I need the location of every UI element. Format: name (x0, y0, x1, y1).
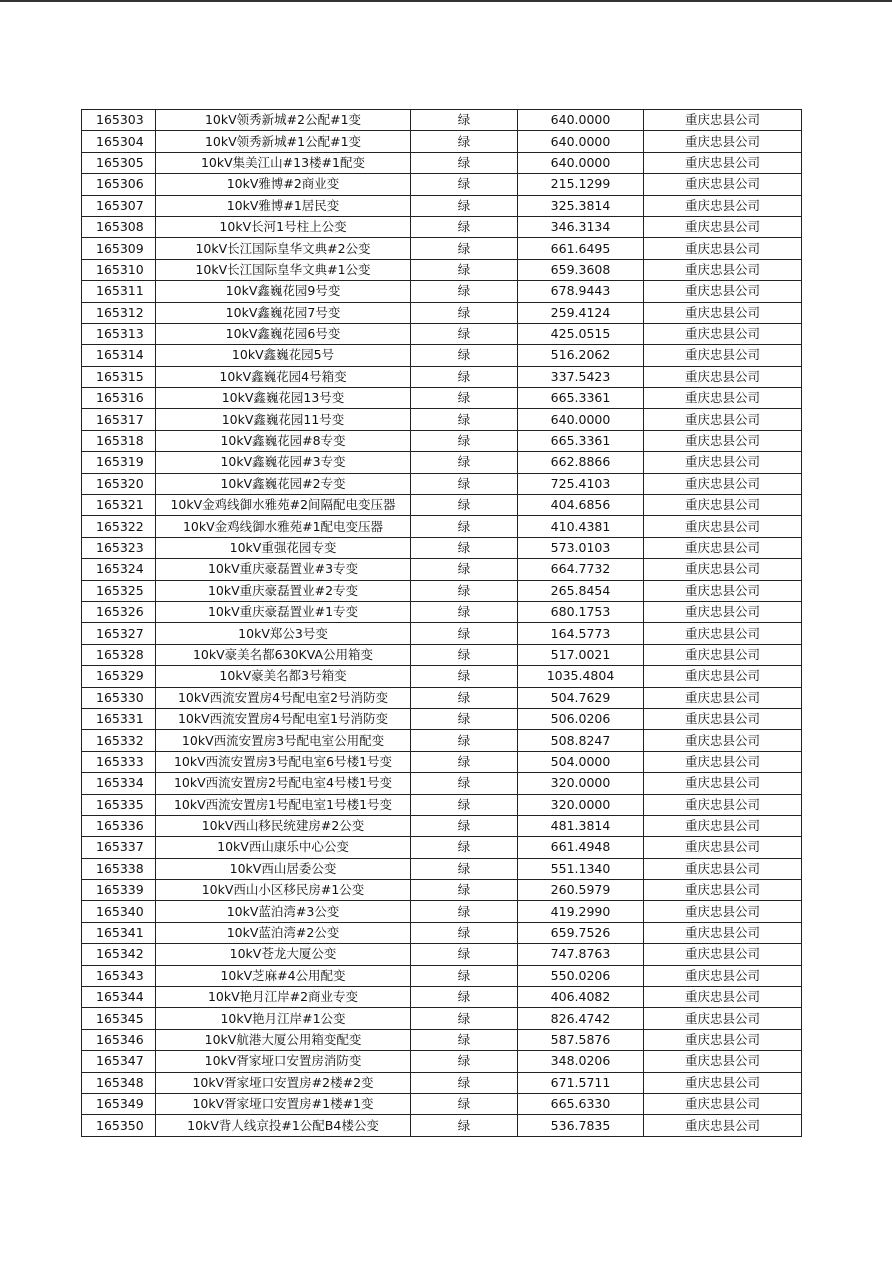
table-row (82, 388, 802, 409)
row-id: 165319 (82, 452, 156, 473)
status-color: 绿 (411, 216, 518, 237)
company-name: 重庆忠县公司 (644, 281, 802, 302)
company-name: 重庆忠县公司 (644, 152, 802, 173)
row-id: 165342 (82, 944, 156, 965)
company-name: 重庆忠县公司 (644, 1029, 802, 1050)
capacity-value: 508.8247 (518, 730, 644, 751)
transformer-name: 10kV鑫巍花园#3专变 (156, 452, 411, 473)
company-name: 重庆忠县公司 (644, 131, 802, 152)
table-row (82, 708, 802, 729)
status-color: 绿 (411, 794, 518, 815)
row-id: 165315 (82, 366, 156, 387)
status-color: 绿 (411, 152, 518, 173)
status-color: 绿 (411, 238, 518, 259)
capacity-value: 678.9443 (518, 281, 644, 302)
row-id: 165330 (82, 687, 156, 708)
status-color: 绿 (411, 1029, 518, 1050)
transformer-name: 10kV领秀新城#1公配#1变 (156, 131, 411, 152)
row-id: 165310 (82, 259, 156, 280)
row-id: 165317 (82, 409, 156, 430)
capacity-value: 346.3134 (518, 216, 644, 237)
status-color: 绿 (411, 965, 518, 986)
capacity-value: 504.0000 (518, 751, 644, 772)
company-name: 重庆忠县公司 (644, 773, 802, 794)
status-color: 绿 (411, 430, 518, 451)
table-row (82, 110, 802, 131)
status-color: 绿 (411, 1072, 518, 1093)
capacity-value: 640.0000 (518, 110, 644, 131)
row-id: 165304 (82, 131, 156, 152)
capacity-value: 671.5711 (518, 1072, 644, 1093)
company-name: 重庆忠县公司 (644, 601, 802, 622)
transformer-name: 10kV长河1号柱上公变 (156, 216, 411, 237)
transformer-name: 10kV领秀新城#2公配#1变 (156, 110, 411, 131)
row-id: 165335 (82, 794, 156, 815)
table-row (82, 1072, 802, 1093)
status-color: 绿 (411, 1115, 518, 1136)
row-id: 165349 (82, 1093, 156, 1114)
transformer-name: 10kV长江国际皇华文典#1公变 (156, 259, 411, 280)
capacity-value: 337.5423 (518, 366, 644, 387)
table-row (82, 922, 802, 943)
transformer-name: 10kV金鸡线御水雅苑#2间隔配电变压器 (156, 495, 411, 516)
row-id: 165340 (82, 901, 156, 922)
company-name: 重庆忠县公司 (644, 922, 802, 943)
capacity-value: 215.1299 (518, 174, 644, 195)
company-name: 重庆忠县公司 (644, 687, 802, 708)
row-id: 165308 (82, 216, 156, 237)
transformer-name: 10kV西流安置房3号配电室6号楼1号变 (156, 751, 411, 772)
transformer-name: 10kV豪美名都3号箱变 (156, 666, 411, 687)
transformer-name: 10kV芝麻#4公用配变 (156, 965, 411, 986)
table-row (82, 152, 802, 173)
capacity-value: 826.4742 (518, 1008, 644, 1029)
capacity-value: 665.3361 (518, 388, 644, 409)
capacity-value: 259.4124 (518, 302, 644, 323)
table-row (82, 730, 802, 751)
table-row (82, 1008, 802, 1029)
status-color: 绿 (411, 131, 518, 152)
row-id: 165314 (82, 345, 156, 366)
table-row (82, 495, 802, 516)
capacity-value: 320.0000 (518, 773, 644, 794)
status-color: 绿 (411, 708, 518, 729)
capacity-value: 506.0206 (518, 708, 644, 729)
capacity-value: 536.7835 (518, 1115, 644, 1136)
status-color: 绿 (411, 987, 518, 1008)
transformer-name: 10kV鑫巍花园7号变 (156, 302, 411, 323)
table-row (82, 837, 802, 858)
company-name: 重庆忠县公司 (644, 430, 802, 451)
table-row (82, 473, 802, 494)
transformer-name: 10kV重庆豪磊置业#1专变 (156, 601, 411, 622)
company-name: 重庆忠县公司 (644, 345, 802, 366)
status-color: 绿 (411, 366, 518, 387)
status-color: 绿 (411, 730, 518, 751)
status-color: 绿 (411, 815, 518, 836)
capacity-value: 661.4948 (518, 837, 644, 858)
company-name: 重庆忠县公司 (644, 580, 802, 601)
transformer-name: 10kV鑫巍花园#2专变 (156, 473, 411, 494)
company-name: 重庆忠县公司 (644, 644, 802, 665)
row-id: 165346 (82, 1029, 156, 1050)
status-color: 绿 (411, 323, 518, 344)
company-name: 重庆忠县公司 (644, 708, 802, 729)
capacity-value: 587.5876 (518, 1029, 644, 1050)
capacity-value: 659.7526 (518, 922, 644, 943)
company-name: 重庆忠县公司 (644, 837, 802, 858)
table-row (82, 751, 802, 772)
capacity-value: 406.4082 (518, 987, 644, 1008)
table-row (82, 430, 802, 451)
status-color: 绿 (411, 666, 518, 687)
row-id: 165311 (82, 281, 156, 302)
company-name: 重庆忠县公司 (644, 302, 802, 323)
capacity-value: 410.4381 (518, 516, 644, 537)
row-id: 165343 (82, 965, 156, 986)
table-row (82, 216, 802, 237)
status-color: 绿 (411, 345, 518, 366)
transformer-name: 10kV郑公3号变 (156, 623, 411, 644)
company-name: 重庆忠县公司 (644, 238, 802, 259)
company-name: 重庆忠县公司 (644, 409, 802, 430)
company-name: 重庆忠县公司 (644, 323, 802, 344)
transformer-name: 10kV鑫巍花园#8专变 (156, 430, 411, 451)
company-name: 重庆忠县公司 (644, 1072, 802, 1093)
company-name: 重庆忠县公司 (644, 388, 802, 409)
row-id: 165309 (82, 238, 156, 259)
company-name: 重庆忠县公司 (644, 452, 802, 473)
status-color: 绿 (411, 495, 518, 516)
transformer-name: 10kV长江国际皇华文典#2公变 (156, 238, 411, 259)
capacity-value: 348.0206 (518, 1051, 644, 1072)
table-row (82, 901, 802, 922)
capacity-value: 320.0000 (518, 794, 644, 815)
capacity-value: 404.6856 (518, 495, 644, 516)
status-color: 绿 (411, 388, 518, 409)
company-name: 重庆忠县公司 (644, 216, 802, 237)
capacity-value: 747.8763 (518, 944, 644, 965)
capacity-value: 517.0021 (518, 644, 644, 665)
status-color: 绿 (411, 773, 518, 794)
capacity-value: 481.3814 (518, 815, 644, 836)
status-color: 绿 (411, 1051, 518, 1072)
status-color: 绿 (411, 944, 518, 965)
table-row (82, 323, 802, 344)
capacity-value: 265.8454 (518, 580, 644, 601)
table-row (82, 345, 802, 366)
company-name: 重庆忠县公司 (644, 880, 802, 901)
row-id: 165338 (82, 858, 156, 879)
company-name: 重庆忠县公司 (644, 1051, 802, 1072)
company-name: 重庆忠县公司 (644, 1008, 802, 1029)
transformer-name: 10kV金鸡线御水雅苑#1配电变压器 (156, 516, 411, 537)
capacity-value: 662.8866 (518, 452, 644, 473)
row-id: 165345 (82, 1008, 156, 1029)
status-color: 绿 (411, 687, 518, 708)
transformer-name: 10kV鑫巍花园13号变 (156, 388, 411, 409)
status-color: 绿 (411, 837, 518, 858)
transformer-name: 10kV胥家垭口安置房消防变 (156, 1051, 411, 1072)
transformer-name: 10kV鑫巍花园4号箱变 (156, 366, 411, 387)
status-color: 绿 (411, 901, 518, 922)
row-id: 165306 (82, 174, 156, 195)
table-row (82, 259, 802, 280)
capacity-value: 664.7732 (518, 559, 644, 580)
row-id: 165336 (82, 815, 156, 836)
status-color: 绿 (411, 281, 518, 302)
status-color: 绿 (411, 302, 518, 323)
transformer-name: 10kV艳月江岸#1公变 (156, 1008, 411, 1029)
capacity-value: 659.3608 (518, 259, 644, 280)
company-name: 重庆忠县公司 (644, 537, 802, 558)
transformer-name: 10kV鑫巍花园11号变 (156, 409, 411, 430)
status-color: 绿 (411, 452, 518, 473)
transformer-name: 10kV苍龙大厦公变 (156, 944, 411, 965)
status-color: 绿 (411, 623, 518, 644)
status-color: 绿 (411, 922, 518, 943)
capacity-value: 516.2062 (518, 345, 644, 366)
transformer-name: 10kV西山康乐中心公变 (156, 837, 411, 858)
table-row (82, 174, 802, 195)
company-name: 重庆忠县公司 (644, 815, 802, 836)
row-id: 165331 (82, 708, 156, 729)
transformer-name: 10kV西流安置房2号配电室4号楼1号变 (156, 773, 411, 794)
status-color: 绿 (411, 259, 518, 280)
capacity-value: 504.7629 (518, 687, 644, 708)
transformer-name: 10kV豪美名都630KVA公用箱变 (156, 644, 411, 665)
transformer-name: 10kV胥家垭口安置房#2楼#2变 (156, 1072, 411, 1093)
status-color: 绿 (411, 516, 518, 537)
company-name: 重庆忠县公司 (644, 858, 802, 879)
company-name: 重庆忠县公司 (644, 516, 802, 537)
row-id: 165322 (82, 516, 156, 537)
table-row (82, 601, 802, 622)
company-name: 重庆忠县公司 (644, 901, 802, 922)
table-row (82, 944, 802, 965)
table-row (82, 794, 802, 815)
row-id: 165329 (82, 666, 156, 687)
transformer-name: 10kV西山小区移民房#1公变 (156, 880, 411, 901)
transformer-name: 10kV西流安置房4号配电室2号消防变 (156, 687, 411, 708)
table-row (82, 623, 802, 644)
status-color: 绿 (411, 580, 518, 601)
company-name: 重庆忠县公司 (644, 794, 802, 815)
table-row (82, 1051, 802, 1072)
company-name: 重庆忠县公司 (644, 944, 802, 965)
table-row (82, 409, 802, 430)
row-id: 165305 (82, 152, 156, 173)
company-name: 重庆忠县公司 (644, 495, 802, 516)
transformer-name: 10kV西山居委公变 (156, 858, 411, 879)
row-id: 165324 (82, 559, 156, 580)
row-id: 165344 (82, 987, 156, 1008)
company-name: 重庆忠县公司 (644, 666, 802, 687)
status-color: 绿 (411, 195, 518, 216)
company-name: 重庆忠县公司 (644, 1115, 802, 1136)
transformer-name: 10kV鑫巍花园6号变 (156, 323, 411, 344)
company-name: 重庆忠县公司 (644, 174, 802, 195)
company-name: 重庆忠县公司 (644, 559, 802, 580)
capacity-value: 550.0206 (518, 965, 644, 986)
row-id: 165328 (82, 644, 156, 665)
company-name: 重庆忠县公司 (644, 751, 802, 772)
table-row (82, 366, 802, 387)
capacity-value: 325.3814 (518, 195, 644, 216)
row-id: 165347 (82, 1051, 156, 1072)
transformer-name: 10kV集美江山#13楼#1配变 (156, 152, 411, 173)
company-name: 重庆忠县公司 (644, 473, 802, 494)
transformer-name: 10kV鑫巍花园5号 (156, 345, 411, 366)
capacity-value: 640.0000 (518, 409, 644, 430)
status-color: 绿 (411, 473, 518, 494)
company-name: 重庆忠县公司 (644, 110, 802, 131)
table-row (82, 537, 802, 558)
status-color: 绿 (411, 409, 518, 430)
row-id: 165327 (82, 623, 156, 644)
row-id: 165320 (82, 473, 156, 494)
table-row (82, 238, 802, 259)
table-row (82, 815, 802, 836)
table-row (82, 858, 802, 879)
capacity-value: 260.5979 (518, 880, 644, 901)
table-row (82, 580, 802, 601)
capacity-value: 665.6330 (518, 1093, 644, 1114)
capacity-value: 551.1340 (518, 858, 644, 879)
status-color: 绿 (411, 880, 518, 901)
row-id: 165332 (82, 730, 156, 751)
company-name: 重庆忠县公司 (644, 730, 802, 751)
table-row (82, 687, 802, 708)
row-id: 165334 (82, 773, 156, 794)
company-name: 重庆忠县公司 (644, 965, 802, 986)
table-row (82, 131, 802, 152)
row-id: 165323 (82, 537, 156, 558)
transformer-name: 10kV雅博#2商业变 (156, 174, 411, 195)
table-row (82, 1029, 802, 1050)
row-id: 165333 (82, 751, 156, 772)
capacity-value: 665.3361 (518, 430, 644, 451)
company-name: 重庆忠县公司 (644, 1093, 802, 1114)
table-row (82, 666, 802, 687)
row-id: 165341 (82, 922, 156, 943)
table-row (82, 773, 802, 794)
table-row (82, 1115, 802, 1136)
transformer-name: 10kV西流安置房1号配电室1号楼1号变 (156, 794, 411, 815)
capacity-value: 640.0000 (518, 131, 644, 152)
row-id: 165350 (82, 1115, 156, 1136)
table-row (82, 516, 802, 537)
table-row (82, 644, 802, 665)
capacity-value: 425.0515 (518, 323, 644, 344)
capacity-value: 725.4103 (518, 473, 644, 494)
table-row (82, 452, 802, 473)
transformer-name: 10kV重庆豪磊置业#2专变 (156, 580, 411, 601)
table-row (82, 195, 802, 216)
company-name: 重庆忠县公司 (644, 259, 802, 280)
table-row (82, 281, 802, 302)
company-name: 重庆忠县公司 (644, 623, 802, 644)
table-row (82, 302, 802, 323)
table-row (82, 965, 802, 986)
status-color: 绿 (411, 1008, 518, 1029)
capacity-value: 164.5773 (518, 623, 644, 644)
status-color: 绿 (411, 110, 518, 131)
status-color: 绿 (411, 751, 518, 772)
company-name: 重庆忠县公司 (644, 987, 802, 1008)
status-color: 绿 (411, 601, 518, 622)
capacity-value: 661.6495 (518, 238, 644, 259)
status-color: 绿 (411, 858, 518, 879)
table-row (82, 1093, 802, 1114)
table-body (82, 110, 802, 1137)
table-row (82, 559, 802, 580)
row-id: 165326 (82, 601, 156, 622)
transformer-table (81, 109, 802, 1137)
row-id: 165307 (82, 195, 156, 216)
transformer-name: 10kV重庆豪磊置业#3专变 (156, 559, 411, 580)
row-id: 165313 (82, 323, 156, 344)
transformer-name: 10kV蓝泊湾#2公变 (156, 922, 411, 943)
capacity-value: 1035.4804 (518, 666, 644, 687)
table-row (82, 987, 802, 1008)
transformer-name: 10kV西流安置房3号配电室公用配变 (156, 730, 411, 751)
capacity-value: 640.0000 (518, 152, 644, 173)
transformer-name: 10kV蓝泊湾#3公变 (156, 901, 411, 922)
transformer-name: 10kV背人线京投#1公配B4楼公变 (156, 1115, 411, 1136)
transformer-name: 10kV航港大厦公用箱变配变 (156, 1029, 411, 1050)
row-id: 165312 (82, 302, 156, 323)
transformer-name: 10kV鑫巍花园9号变 (156, 281, 411, 302)
status-color: 绿 (411, 559, 518, 580)
row-id: 165316 (82, 388, 156, 409)
row-id: 165348 (82, 1072, 156, 1093)
transformer-name: 10kV重强花园专变 (156, 537, 411, 558)
row-id: 165321 (82, 495, 156, 516)
row-id: 165318 (82, 430, 156, 451)
table-row (82, 880, 802, 901)
status-color: 绿 (411, 1093, 518, 1114)
row-id: 165303 (82, 110, 156, 131)
capacity-value: 680.1753 (518, 601, 644, 622)
company-name: 重庆忠县公司 (644, 366, 802, 387)
transformer-name: 10kV艳月江岸#2商业专变 (156, 987, 411, 1008)
status-color: 绿 (411, 644, 518, 665)
row-id: 165339 (82, 880, 156, 901)
transformer-name: 10kV胥家垭口安置房#1楼#1变 (156, 1093, 411, 1114)
transformer-name: 10kV西山移民统建房#2公变 (156, 815, 411, 836)
capacity-value: 573.0103 (518, 537, 644, 558)
transformer-name: 10kV西流安置房4号配电室1号消防变 (156, 708, 411, 729)
row-id: 165337 (82, 837, 156, 858)
company-name: 重庆忠县公司 (644, 195, 802, 216)
status-color: 绿 (411, 537, 518, 558)
capacity-value: 419.2990 (518, 901, 644, 922)
transformer-name: 10kV雅博#1居民变 (156, 195, 411, 216)
row-id: 165325 (82, 580, 156, 601)
status-color: 绿 (411, 174, 518, 195)
